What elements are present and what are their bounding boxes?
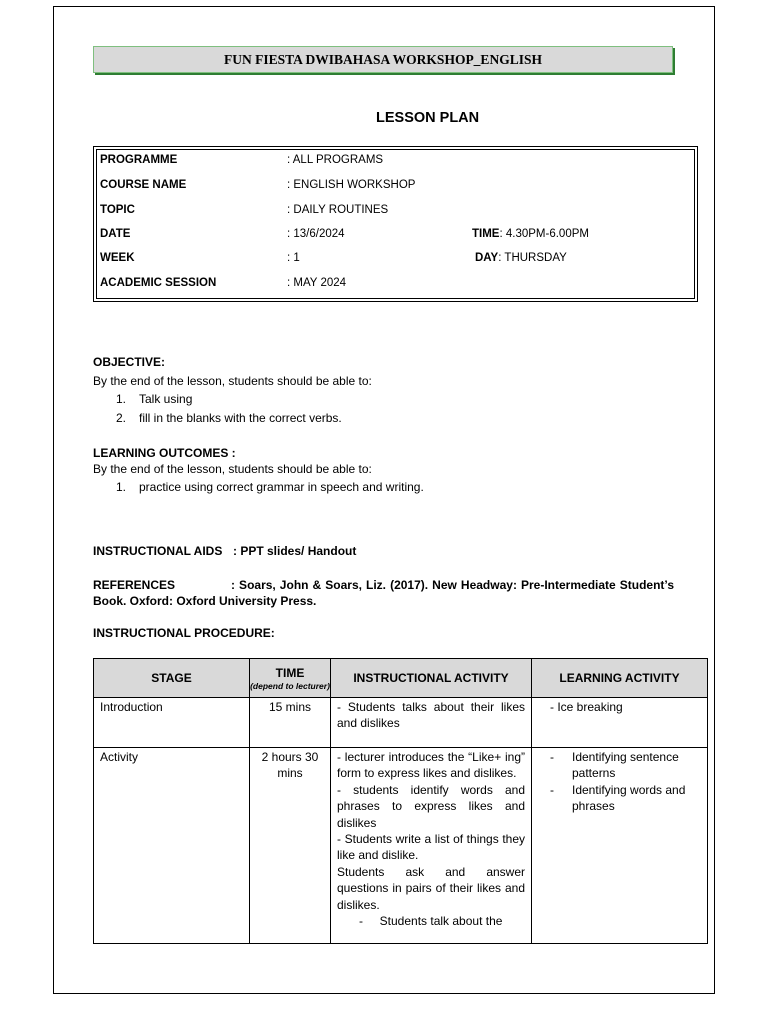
- instructional-aids-label: INSTRUCTIONAL AIDS: [93, 544, 223, 558]
- time-value: : 4.30PM-6.00PM: [499, 228, 589, 240]
- objective-number: 1.: [116, 392, 127, 406]
- info-value: : ALL PROGRAMS: [287, 154, 384, 166]
- info-value: : DAILY ROUTINES: [287, 204, 389, 216]
- table-row: [94, 698, 708, 748]
- activity-line: - Students talks about their likes and dislikes: [337, 700, 525, 731]
- activity-line: - lecturer introduces the “Like+ ing” form to express likes and dislikes.: [337, 750, 525, 781]
- outcome-item: practice using correct grammar in speech and writing.: [139, 480, 424, 494]
- info-row-week: [100, 250, 690, 266]
- instructional-procedure-heading: INSTRUCTIONAL PROCEDURE:: [93, 626, 275, 640]
- day-value: : THURSDAY: [498, 252, 567, 264]
- info-value: : 13/6/2024: [287, 228, 345, 240]
- objective-item: fill in the blanks with the correct verbs.: [139, 411, 342, 425]
- lesson-info-inner-border: [96, 149, 695, 299]
- instructional-activity-cell: [331, 698, 532, 748]
- info-label: TOPIC: [100, 204, 135, 216]
- lesson-info-box: [93, 146, 698, 302]
- objective-heading: OBJECTIVE:: [93, 355, 166, 369]
- info-label: WEEK: [100, 252, 135, 264]
- time-label: TIME: [472, 228, 500, 240]
- activity-line: Students ask and answer questions in pairs of their likes and dislikes.: [337, 864, 525, 912]
- info-value: : ENGLISH WORKSHOP: [287, 179, 416, 191]
- info-label: PROGRAMME: [100, 154, 178, 166]
- info-label: COURSE NAME: [100, 179, 187, 191]
- time-field: [472, 226, 589, 242]
- time-cell: 2 hours 30 mins: [250, 748, 331, 944]
- time-cell: 15 mins: [250, 698, 331, 748]
- activity-sub-item: - Students talk about the: [359, 914, 503, 929]
- info-row-date: [100, 226, 690, 242]
- header-instructional-activity: INSTRUCTIONAL ACTIVITY: [331, 659, 532, 698]
- stage-cell: Activity: [94, 748, 250, 944]
- activity-sub-item-text: Students talk about the: [379, 914, 503, 929]
- info-label: ACADEMIC SESSION: [100, 277, 217, 289]
- references-label: REFERENCES: [93, 578, 176, 592]
- objective-intro: By the end of the lesson, students should be able to:: [93, 374, 372, 388]
- lesson-plan-title: LESSON PLAN: [376, 110, 480, 126]
- learning-activity-cell: [532, 748, 708, 944]
- learning-bullet: - Identifying sentence patterns: [538, 749, 701, 782]
- learning-outcomes-heading: LEARNING OUTCOMES :: [93, 446, 236, 460]
- header-time: [250, 659, 331, 698]
- info-value: : 1: [287, 252, 300, 264]
- day-label: DAY: [475, 252, 499, 264]
- stage-cell: Introduction: [94, 698, 250, 748]
- header-learning-activity: LEARNING ACTIVITY: [532, 659, 708, 698]
- header-time-label: TIME: [275, 665, 305, 680]
- header-time-note: (depend to lecturer): [250, 681, 330, 692]
- info-label: DATE: [100, 228, 131, 240]
- activity-line: - Students write a list of things they like and dislike.: [337, 832, 525, 863]
- objective-item: Talk using: [139, 392, 193, 406]
- learning-outcomes-intro: By the end of the lesson, students should be able to:: [93, 462, 372, 476]
- info-value: : MAY 2024: [287, 277, 347, 289]
- table-header-row: [94, 659, 708, 698]
- table-row: [94, 748, 708, 944]
- learning-activity-cell: - Ice breaking: [532, 698, 708, 748]
- header-stage: STAGE: [94, 659, 250, 698]
- objective-number: 2.: [116, 411, 127, 425]
- day-field: [475, 250, 567, 266]
- instructional-aids-value: : PPT slides/ Handout: [233, 544, 357, 558]
- activity-line: - students identify words and phrases to express likes and dislikes: [337, 782, 525, 830]
- procedure-table: [93, 658, 708, 944]
- instructional-activity-cell: [331, 748, 532, 944]
- learning-bullet: - Identifying words and phrases: [538, 782, 701, 815]
- references-block: [93, 577, 674, 609]
- references-value: : Soars, John & Soars, Liz. (2017). New Headway: Pre-Intermediate Student’s Book. Oxford: Oxford University Press.: [93, 578, 674, 608]
- workshop-banner: FUN FIESTA DWIBAHASA WORKSHOP_ENGLISH: [93, 46, 673, 73]
- outcome-number: 1.: [116, 480, 127, 494]
